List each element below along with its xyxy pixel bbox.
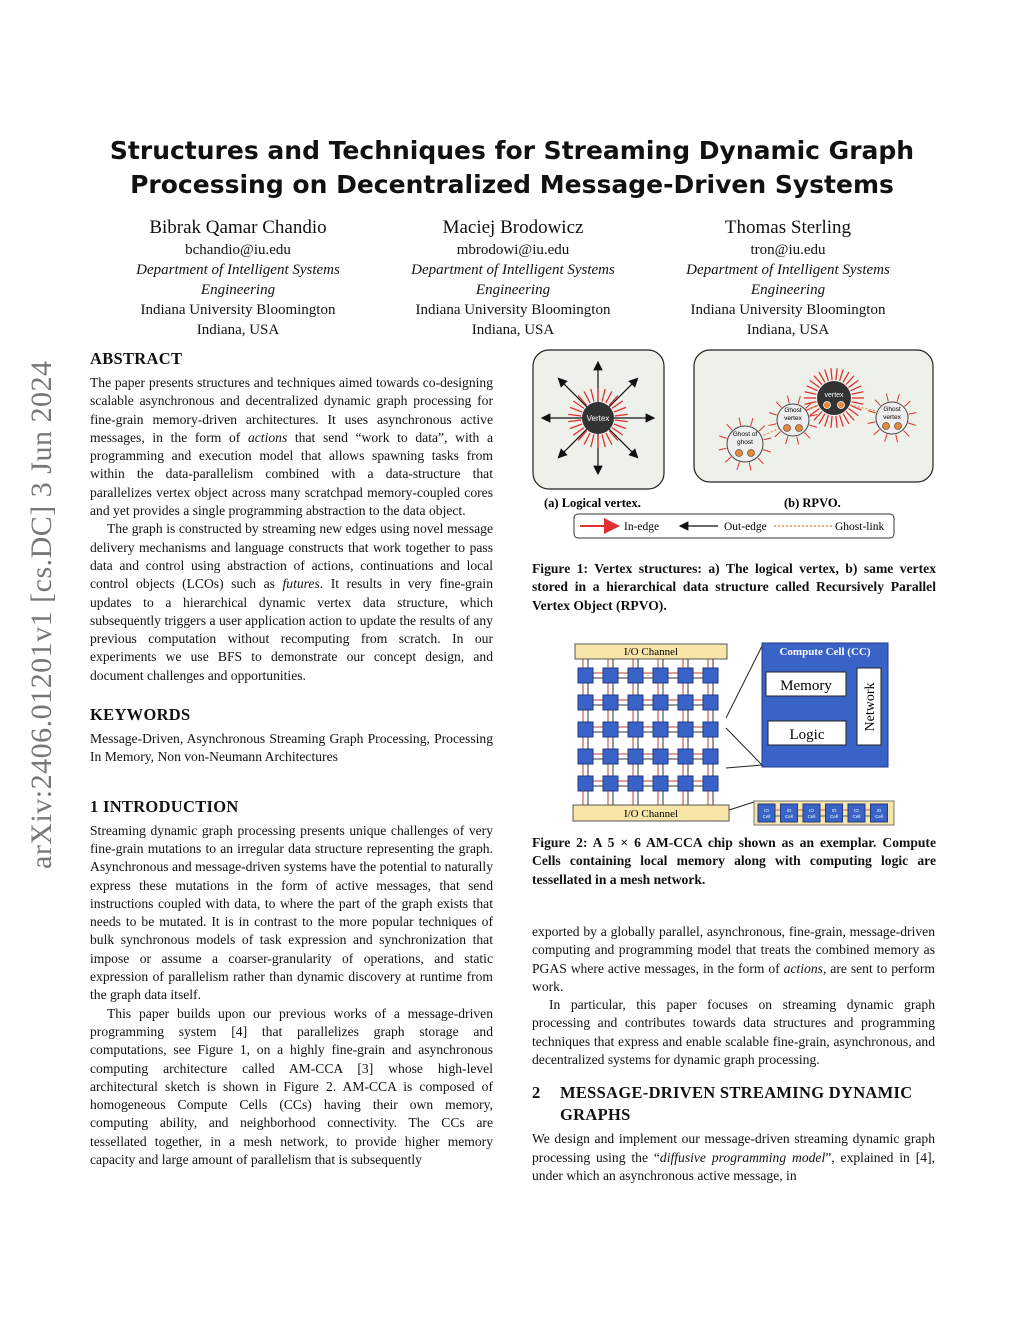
- intro-paragraph-2: This paper builds upon our previous works of a message-driven programming system [4] that parallelizes graph storage and computations, see Figure 1, on a highly fine-grain and asynchronous computing architecture called AM-CCA [3] whose high-level architectural sketch is shown in Figure 2. AM-CCA is composed of homogeneous Compute Cells (CCs) having their own memory, computing ability, and neighborhood connectivity. The CCs are tessellated together, in a mesh network, to provide higher memory capacity and large amount of parallelism that is subsequently: [90, 1005, 493, 1167]
- vertex-label: Vertex: [586, 414, 610, 423]
- right-paragraph-3: We design and implement our message-driven streaming dynamic graph processing using the “diffusive programming model”, explained in [4], under which an asynchronous active message, in: [532, 1131, 935, 1183]
- io-cell-label: Cell: [830, 814, 838, 819]
- ghost-vertex-label: Ghost: [883, 406, 901, 413]
- compute-cell: [603, 749, 618, 764]
- io-cell-label: Cell: [852, 814, 861, 819]
- author-block: [93, 216, 383, 340]
- ghost-vertex-label-2: vertex: [883, 414, 901, 421]
- author-university: Indiana University Bloomington: [415, 302, 611, 318]
- abstract-paragraph-1: The paper presents structures and techniques aimed towards co-designing scalable asynchronous and decentralized dynamic graph processing for fine-grain memory-driven architectures. It uses asynchronous active messages, in the form of actions that send “work to data”, with a programming and execution model that allows spawning tasks from within the data-parallelism combined with a data-structure that parallelizes vertex object across many scratchpad memory-coupled cores and yet provides a single programming abstraction to the data object.: [90, 375, 493, 519]
- author-name: Thomas Sterling: [724, 217, 852, 238]
- figure-1: [530, 346, 940, 546]
- memory-label: Memory: [780, 678, 832, 694]
- author-email[interactable]: mbrodowi@iu.edu: [456, 242, 570, 258]
- keywords-heading: KEYWORDS: [90, 705, 191, 725]
- io-cell-label: Cell: [807, 814, 816, 819]
- compute-cell: [628, 749, 643, 764]
- io-cell-label: IO: [809, 808, 814, 813]
- compute-cell: [578, 695, 593, 710]
- compute-cell: [578, 776, 593, 791]
- legend-in-edge: In-edge: [624, 521, 660, 533]
- author-university: Indiana University Bloomington: [690, 302, 886, 318]
- author-university: Indiana University Bloomington: [140, 302, 336, 318]
- io-cell-label: IO: [876, 808, 882, 813]
- author-name: Maciej Brodowicz: [442, 217, 584, 238]
- ghost-of-ghost-label-2: ghost: [737, 439, 753, 446]
- author-email[interactable]: tron@iu.edu: [750, 242, 826, 258]
- ghost-vertex-label: Ghost: [784, 407, 802, 414]
- title-line-1: Structures and Techniques for Streaming Dynamic Graph: [109, 136, 915, 165]
- author-location: Indiana, USA: [746, 322, 830, 338]
- compute-cell: [603, 695, 618, 710]
- compute-cell: [703, 695, 718, 710]
- compute-cell: [603, 776, 618, 791]
- paper-title: [0, 134, 1024, 202]
- compute-cell: [603, 668, 618, 683]
- abstract-paragraph-2: The graph is constructed by streaming new edges using novel message delivery mechanisms and language constructs that work together to pass data and control using abstraction of actions, continuations and local control objects (LCOs) such as futures. It results in very fine-grain updates to a hierarchical dynamic vertex data structure, which subsequently triggers a user application action to update the results of any previous computation without recomputing from scratch. In our experiments we use BFS to demonstrate our concept design, and document challenges and opportunities.: [90, 521, 493, 683]
- compute-cell: [578, 668, 593, 683]
- compute-cell: [653, 722, 668, 737]
- io-cell-label: Cell: [762, 814, 771, 819]
- compute-cell: [678, 722, 693, 737]
- arxiv-identifier: arXiv:2406.01201v1 [cs.DC] 3 Jun 2024: [25, 360, 58, 869]
- author-dept: Department of Intelligent Systems: [686, 262, 890, 278]
- io-cell-label: IO: [786, 808, 792, 813]
- compute-cell: [653, 749, 668, 764]
- keywords-text: Message-Driven, Asynchronous Streaming Graph Processing, Processing In Memory, Non von-Neumann Architectures: [90, 731, 493, 765]
- io-cell-label: Cell: [785, 814, 793, 819]
- right-paragraph-1: exported by a globally parallel, asynchronous, fine-grain, message-driven computing and programming model that treats the combined memory as PGAS where active messages, in the form of actions, are sent to perform work.: [532, 924, 935, 994]
- logic-label: Logic: [789, 727, 825, 743]
- io-cell: [781, 804, 798, 822]
- figure-1-caption: Figure 1: Vertex structures: a) The logical vertex, b) same vertex stored in a hierarchical data structure called Recursively Parallel Vertex Object (RPVO).: [532, 561, 936, 613]
- figure-2-caption: Figure 2: A 5 × 6 AM-CCA chip shown as an exemplar. Compute Cells containing local memory along with computing logic are tessellated in a mesh network.: [532, 835, 936, 887]
- compute-cell: [578, 749, 593, 764]
- author-name: Bibrak Qamar Chandio: [149, 217, 327, 238]
- compute-cell: [678, 776, 693, 791]
- intro-paragraph-1: Streaming dynamic graph processing presents unique challenges of very fine-grain mutations to an irregular data structure representing the graph. Asynchronous and message-driven systems have the potential to naturally express these mutations in the form of active messages, that send instructions coupled with data, to where the part of the graph exists that needs to be mutated. It is in contrast to the more popular techniques of bulk synchronous models of task expression and synchronization that impose or assume a coarser-granularity of operations, and static expression of parallelism rather than dynamic discovery at runtime from the graph data itself.: [90, 822, 493, 1003]
- io-cell: [848, 804, 865, 822]
- author-dept: Department of Intelligent Systems: [136, 262, 340, 278]
- author-block: [643, 216, 933, 340]
- compute-cell: [678, 668, 693, 683]
- compute-cell: [678, 749, 693, 764]
- compute-cell: [628, 722, 643, 737]
- subfigure-a-caption: (a) Logical vertex.: [544, 496, 641, 510]
- compute-cell: [653, 695, 668, 710]
- io-cell-label: IO: [764, 808, 769, 813]
- compute-cell: [703, 776, 718, 791]
- intro-heading: 1 INTRODUCTION: [90, 796, 239, 816]
- io-cell-label: IO: [854, 808, 859, 813]
- compute-cell-title: Compute Cell (CC): [779, 646, 871, 658]
- rpvo-vertex-label: vertex: [824, 392, 844, 399]
- compute-cell: [578, 722, 593, 737]
- left-column: [90, 348, 493, 1169]
- io-cell-label: Cell: [875, 814, 883, 819]
- io-cell: [803, 804, 820, 822]
- author-location: Indiana, USA: [471, 322, 555, 338]
- right-paragraph-2: In particular, this paper focuses on streaming dynamic graph processing and contributes towards data structures and programming techniques that express and enable scalable fine-grain, asynchronous, and decentralized systems for dynamic graph processing.: [532, 997, 935, 1068]
- legend-ghost-link: Ghost-link: [835, 521, 885, 533]
- author-dept-2: Engineering: [750, 282, 826, 298]
- abstract-heading: ABSTRACT: [90, 349, 183, 368]
- author-block: [368, 216, 658, 340]
- io-channel-top-label: I/O Channel: [623, 646, 679, 658]
- figure-2: [570, 640, 896, 828]
- compute-cell: [703, 749, 718, 764]
- section-2-heading: 2 MESSAGE-DRIVEN STREAMING DYNAMIC GRAPHS: [532, 1083, 913, 1125]
- ghost-vertex-label-2: vertex: [784, 415, 802, 422]
- author-email[interactable]: bchandio@iu.edu: [185, 242, 291, 258]
- compute-cell: [628, 695, 643, 710]
- compute-cell: [628, 776, 643, 791]
- compute-cell: [653, 776, 668, 791]
- io-cell: [758, 804, 775, 822]
- compute-cell: [703, 668, 718, 683]
- io-channel-bottom-label: I/O Channel: [623, 808, 679, 820]
- compute-cell: [703, 722, 718, 737]
- legend-out-edge: Out-edge: [724, 521, 767, 533]
- network-label: Network: [863, 682, 878, 732]
- right-column: [532, 923, 935, 1185]
- subfigure-b-caption: (b) RPVO.: [784, 496, 841, 510]
- io-cell: [871, 804, 888, 822]
- compute-cell: [603, 722, 618, 737]
- author-dept-2: Engineering: [200, 282, 276, 298]
- author-dept-2: Engineering: [475, 282, 551, 298]
- author-dept: Department of Intelligent Systems: [411, 262, 615, 278]
- compute-cell: [628, 668, 643, 683]
- compute-cell: [678, 695, 693, 710]
- io-cell: [826, 804, 843, 822]
- compute-cell: [653, 668, 668, 683]
- io-cell-label: IO: [831, 808, 837, 813]
- author-location: Indiana, USA: [196, 322, 280, 338]
- ghost-of-ghost-label: Ghost of: [732, 431, 758, 438]
- title-line-2: Processing on Decentralized Message-Driven Systems: [130, 170, 894, 199]
